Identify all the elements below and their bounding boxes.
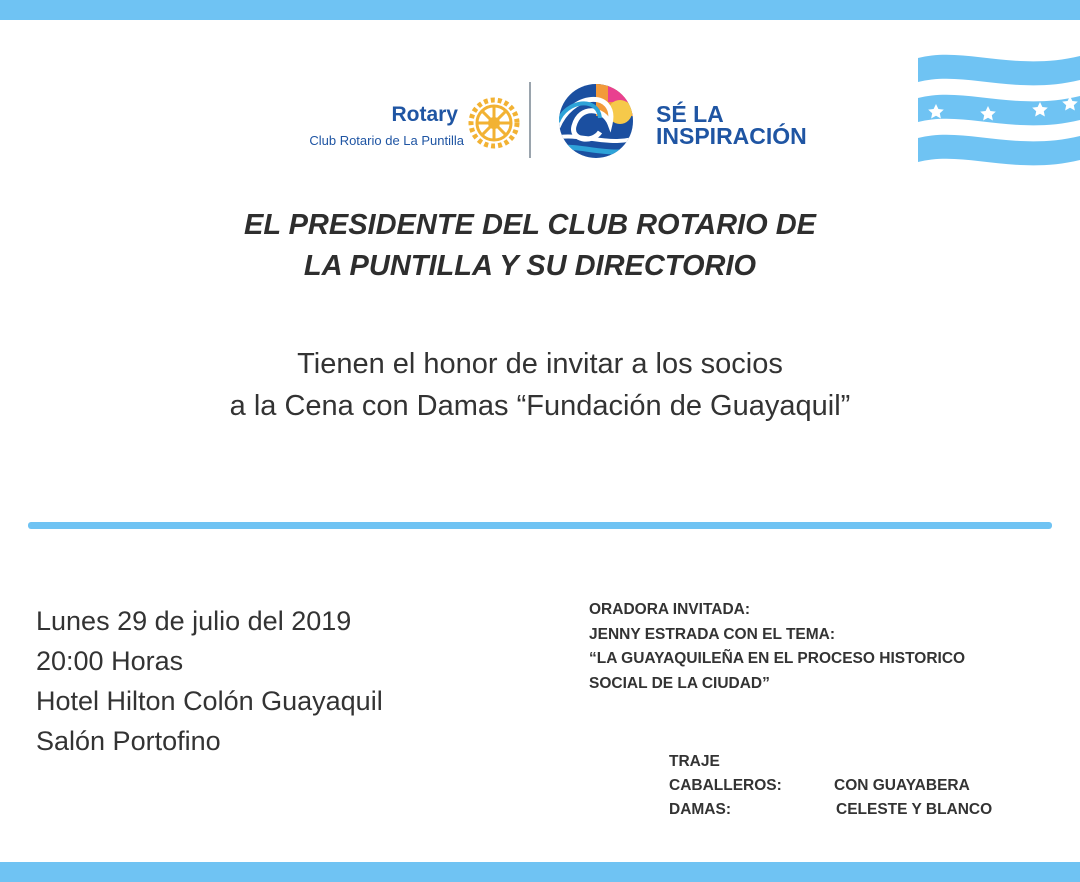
invitation-title [130, 205, 930, 287]
men-label: CABALLEROS: [669, 777, 782, 794]
theme-tagline [656, 103, 807, 147]
section-divider [28, 522, 1052, 529]
event-time: 20:00 Horas [36, 646, 184, 676]
speaker-topic-line-1: “LA GUAYAQUILEÑA EN EL PROCESO HISTORICO [589, 650, 966, 667]
guayaquil-flag-icon [914, 52, 1080, 174]
dress-code [669, 750, 993, 822]
bottom-accent-bar [0, 862, 1080, 882]
top-accent-bar [0, 0, 1080, 20]
event-details [36, 601, 476, 761]
women-label: DAMAS: [669, 801, 731, 818]
men-value: CON GUAYABERA [834, 777, 970, 794]
rotary-wordmark: Rotary [391, 103, 458, 126]
logo-divider [529, 82, 531, 158]
rotary-wheel-icon [468, 97, 520, 149]
women-value: CELESTE Y BLANCO [836, 801, 993, 818]
club-name: Club Rotario de La Puntilla [309, 133, 464, 148]
event-date: Lunes 29 de julio del 2019 [36, 606, 352, 636]
invitation-message [120, 343, 960, 427]
tagline-line-2: INSPIRACIÓN [656, 123, 807, 149]
dress-code-heading: TRAJE [669, 753, 720, 770]
speaker-name: JENNY ESTRADA CON EL TEMA: [589, 625, 836, 643]
title-line-1: EL PRESIDENTE DEL CLUB ROTARIO DE [244, 209, 816, 241]
speaker-heading: ORADORA INVITADA: [589, 601, 751, 618]
invitation-line-2: a la Cena con Damas “Fundación de Guayaquil” [229, 390, 851, 422]
title-line-2: LA PUNTILLA Y SU DIRECTORIO [303, 250, 757, 282]
rotary-club-logo [250, 95, 520, 155]
event-venue: Hotel Hilton Colón Guayaquil [36, 686, 383, 716]
guest-speaker-info [589, 598, 1059, 696]
tagline-line-1: SÉ LA [656, 101, 724, 127]
wave-logo-icon [548, 82, 648, 160]
dress-code-women [669, 798, 993, 822]
event-room: Salón Portofino [36, 726, 221, 756]
speaker-topic-line-2: SOCIAL DE LA CIUDAD” [589, 674, 770, 692]
invitation-line-1: Tienen el honor de invitar a los socios [297, 348, 783, 380]
dress-code-men [669, 774, 970, 798]
